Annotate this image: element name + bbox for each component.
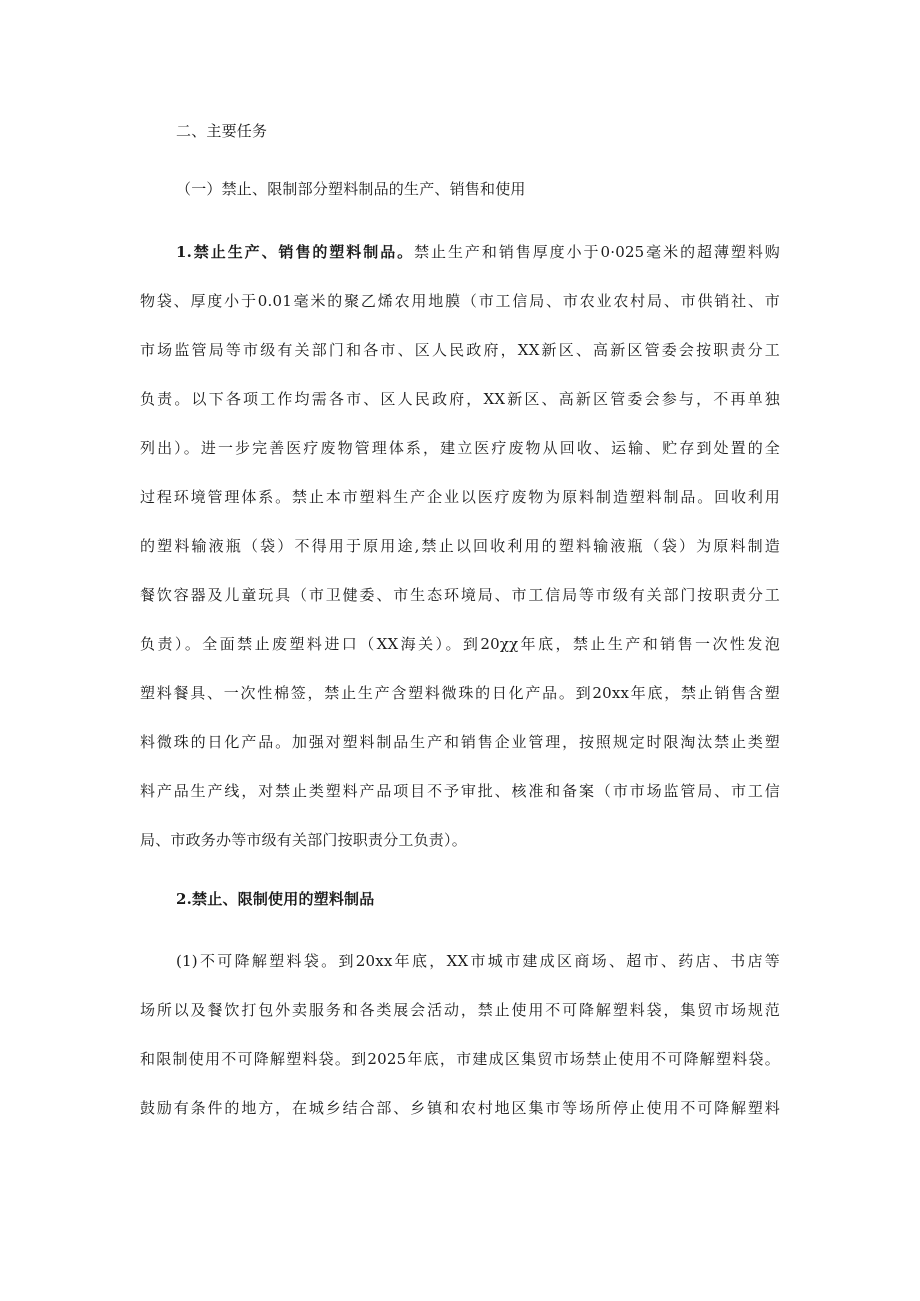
item1-line: 的塑料输液瓶（袋）不得用于原用途,禁止以回收利用的塑料输液瓶（袋）为原料制造 xyxy=(140,537,780,555)
item2-para-line: 场所以及餐饮打包外卖服务和各类展会活动，禁止使用不可降解塑料袋，集贸市场规范 xyxy=(140,1001,780,1019)
subsection-heading: （一）禁止、限制部分塑料制品的生产、销售和使用 xyxy=(176,180,526,198)
item1-line: 料产品生产线，对禁止类塑料产品项目不予审批、核准和备案（市市场监管局、市工信 xyxy=(140,782,780,800)
item1-line: 负责。以下各项工作均需各市、区人民政府，XX新区、高新区管委会参与，不再单独 xyxy=(140,390,780,408)
item1-line: 负责）。全面禁止废塑料进口（XX海关）。到20χχ年底，禁止生产和销售一次性发泡 xyxy=(140,635,780,653)
item1-line: 市场监管局等市级有关部门和各市、区人民政府，XX新区、高新区管委会按职责分工 xyxy=(140,341,780,359)
item2-title: 2.禁止、限制使用的塑料制品 xyxy=(176,890,375,908)
item1-line: 料微珠的日化产品。加强对塑料制品生产和销售企业管理，按照规定时限淘汰禁止类塑 xyxy=(140,733,780,751)
item1-last-line: 局、市政务办等市级有关部门按职责分工负责）。 xyxy=(140,831,467,849)
item2-para-line: 鼓励有条件的地方，在城乡结合部、乡镇和农村地区集市等场所停止使用不可降解塑料 xyxy=(140,1099,780,1117)
item1-line: 过程环境管理体系。禁止本市塑料生产企业以医疗废物为原料制造塑料制品。回收利用 xyxy=(140,488,780,506)
item1-line1-text: 禁止生产和销售厚度小于0·025毫米的超薄塑料购 xyxy=(414,243,780,261)
item1-line: 物袋、厚度小于0.01毫米的聚乙烯农用地膜（市工信局、市农业农村局、市供销社、市 xyxy=(140,292,780,310)
item1-title: 1.禁止生产、销售的塑料制品。 xyxy=(176,243,415,261)
item1-line: 塑料餐具、一次性棉签，禁止生产含塑料微珠的日化产品。到20xx年底，禁止销售含塑 xyxy=(140,684,780,702)
item1-line: 餐饮容器及儿童玩具（市卫健委、市生态环境局、市工信局等市级有关部门按职责分工 xyxy=(140,586,780,604)
item1-line: 列出）。进一步完善医疗废物管理体系，建立医疗废物从回收、运输、贮存到处置的全 xyxy=(140,439,780,457)
item2-para-line: (1)不可降解塑料袋。到20xx年底，XX市城市建成区商场、超市、药店、书店等 xyxy=(176,952,780,970)
section-heading: 二、主要任务 xyxy=(176,122,268,140)
item1-first-line xyxy=(176,241,780,263)
item2-para-line: 和限制使用不可降解塑料袋。到2025年底，市建成区集贸市场禁止使用不可降解塑料袋。 xyxy=(140,1050,780,1068)
